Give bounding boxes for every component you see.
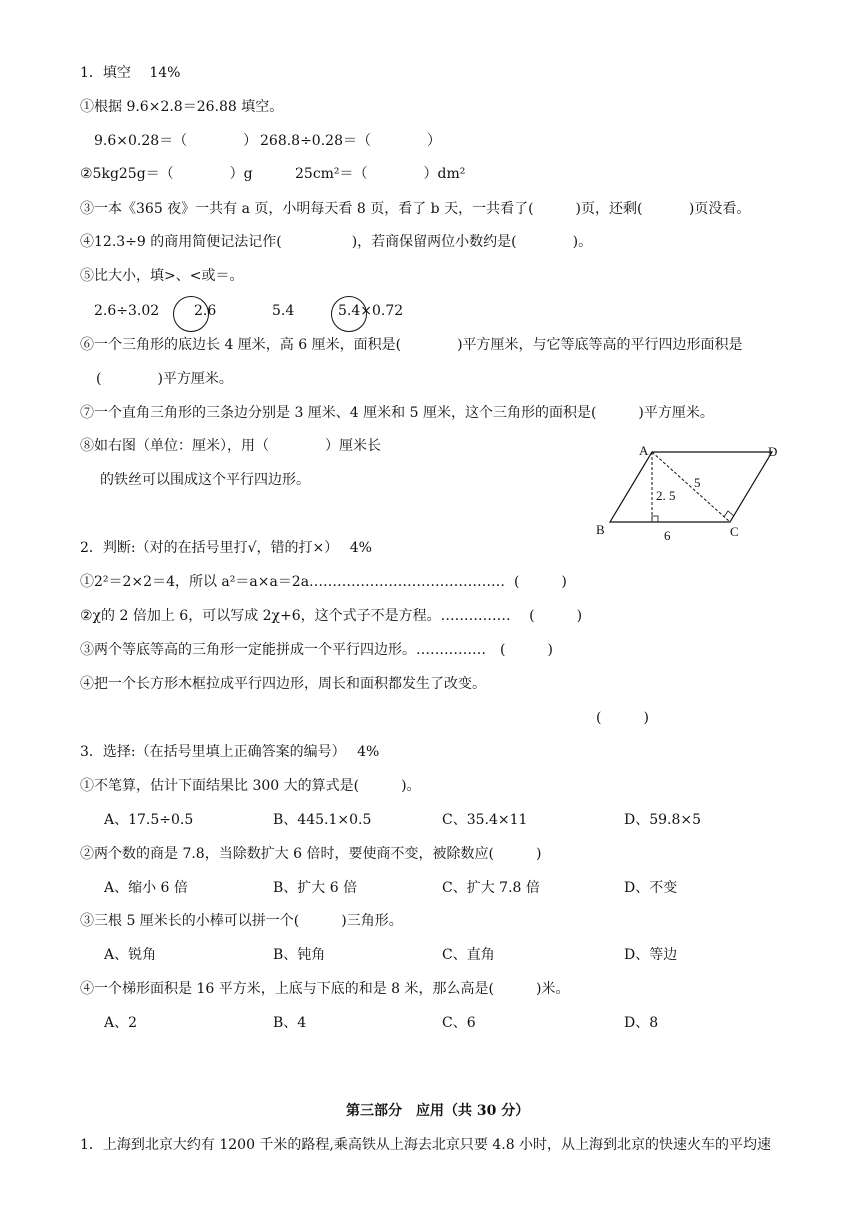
q3-4-option-d: D、8 — [624, 1015, 659, 1031]
question-1-2b: 25cm²＝（ ）dm² — [295, 166, 466, 182]
question-1-6a: ⑥一个三角形的底边长 4 厘米，高 6 厘米，面积是( )平方厘米，与它等底等高的平行四边形面积是 — [80, 337, 743, 353]
question-1-3: ③一本《365 夜》一共有 a 页，小明每天看 8 页，看了 b 天，一共看了( )页，还剩( )页没看。 — [80, 201, 751, 217]
section1-heading: 1．填空 14% — [80, 65, 181, 81]
right-angle-mark-1 — [652, 516, 658, 522]
q3-2-option-b: B、扩大 6 倍 — [273, 880, 358, 896]
q3-2-option-c: C、扩大 7.8 倍 — [442, 880, 540, 896]
question-2-2: ②χ的 2 倍加上 6，可以写成 2χ+6，这个式子不是方程。…………… ( ) — [80, 608, 583, 624]
question-1-1a: 9.6×0.28＝（ ） — [94, 133, 258, 149]
q3-1-option-c: C、35.4×11 — [442, 812, 528, 828]
q3-2-option-a: A、缩小 6 倍 — [104, 880, 188, 896]
question-1-6b: ( )平方厘米。 — [96, 371, 233, 387]
question-1-1b: 268.8÷0.28＝（ ） — [260, 133, 441, 149]
compare-left-2: 5.4 — [272, 303, 295, 319]
vertex-d: D — [768, 444, 778, 459]
base-label: 6 — [664, 528, 671, 540]
q3-3-option-d: D、等边 — [624, 947, 678, 963]
q3-1-option-b: B、445.1×0.5 — [273, 812, 372, 828]
question-3-4: ④一个梯形面积是 16 平方米，上底与下底的和是 8 米，那么高是( )米。 — [80, 981, 570, 997]
section3-heading: 3．选择:（在括号里填上正确答案的编号） 4% — [80, 744, 380, 760]
q3-4-option-a: A、2 — [104, 1015, 138, 1031]
part3-question-1: 1．上海到北京大约有 1200 千米的路程,乘高铁从上海去北京只要 4.8 小时，从上海到北京的快速火车的平均速 — [80, 1137, 772, 1153]
q3-3-option-a: A、锐角 — [104, 947, 157, 963]
q3-4-option-b: B、4 — [273, 1015, 307, 1031]
compare-left-1: 2.6÷3.02 — [94, 303, 160, 319]
section2-heading: 2．判断:（对的在括号里打√，错的打×） 4% — [80, 540, 372, 556]
diagonal-label: 5 — [694, 475, 701, 490]
question-3-1: ①不笔算，估计下面结果比 300 大的算式是( )。 — [80, 778, 421, 794]
question-3-2: ②两个数的商是 7.8，当除数扩大 6 倍时，要使商不变，被除数应( ) — [80, 846, 542, 862]
q3-4-option-c: C、6 — [442, 1015, 476, 1031]
q3-3-option-b: B、钝角 — [273, 947, 326, 963]
question-2-1: ①2²＝2×2＝4，所以 a²＝a×a＝2a…………………………………… ( ) — [80, 574, 567, 590]
right-angle-mark-2 — [724, 511, 734, 517]
vertex-a: A — [639, 443, 649, 458]
question-2-4: ④把一个长方形木框拉成平行四边形，周长和面积都发生了改变。 — [80, 676, 486, 692]
q3-3-option-c: C、直角 — [442, 947, 495, 963]
vertex-c: C — [730, 524, 739, 539]
q3-1-option-d: D、59.8×5 — [624, 812, 702, 828]
height-label: 2. 5 — [656, 488, 676, 503]
compare-right-2: 5.4×0.72 — [338, 303, 404, 319]
parallelogram-figure — [590, 440, 790, 540]
question-1-7: ⑦一个直角三角形的三条边分别是 3 厘米、4 厘米和 5 厘米，这个三角形的面积是( )平方厘米。 — [80, 405, 714, 421]
question-1-2a: ②5kg25g＝（ ）g — [80, 166, 253, 182]
question-1-5: ⑤比大小，填>、<或＝。 — [80, 268, 244, 284]
diagonal-line — [652, 452, 730, 522]
compare-right-1: 2.6 — [194, 303, 217, 319]
question-1-4: ④12.3÷9 的商用简便记法记作( )，若商保留两位小数约是( )。 — [80, 234, 593, 250]
question-1-1: ①根据 9.6×2.8＝26.88 填空。 — [80, 99, 284, 115]
question-1-8a: ⑧如右图（单位：厘米），用（ ）厘米长 — [80, 438, 381, 454]
q3-1-option-a: A、17.5÷0.5 — [104, 812, 194, 828]
part3-heading: 第三部分 应用（共 30 分） — [346, 1103, 530, 1119]
question-2-4-paren: ( ) — [596, 710, 649, 726]
vertex-b: B — [596, 522, 605, 537]
question-3-3: ③三根 5 厘米长的小棒可以拼一个( )三角形。 — [80, 913, 403, 929]
q3-2-option-d: D、不变 — [624, 880, 678, 896]
question-2-3: ③两个等底等高的三角形一定能拼成一个平行四边形。…………… ( ) — [80, 642, 553, 658]
question-1-8b: 的铁丝可以围成这个平行四边形。 — [100, 472, 310, 488]
